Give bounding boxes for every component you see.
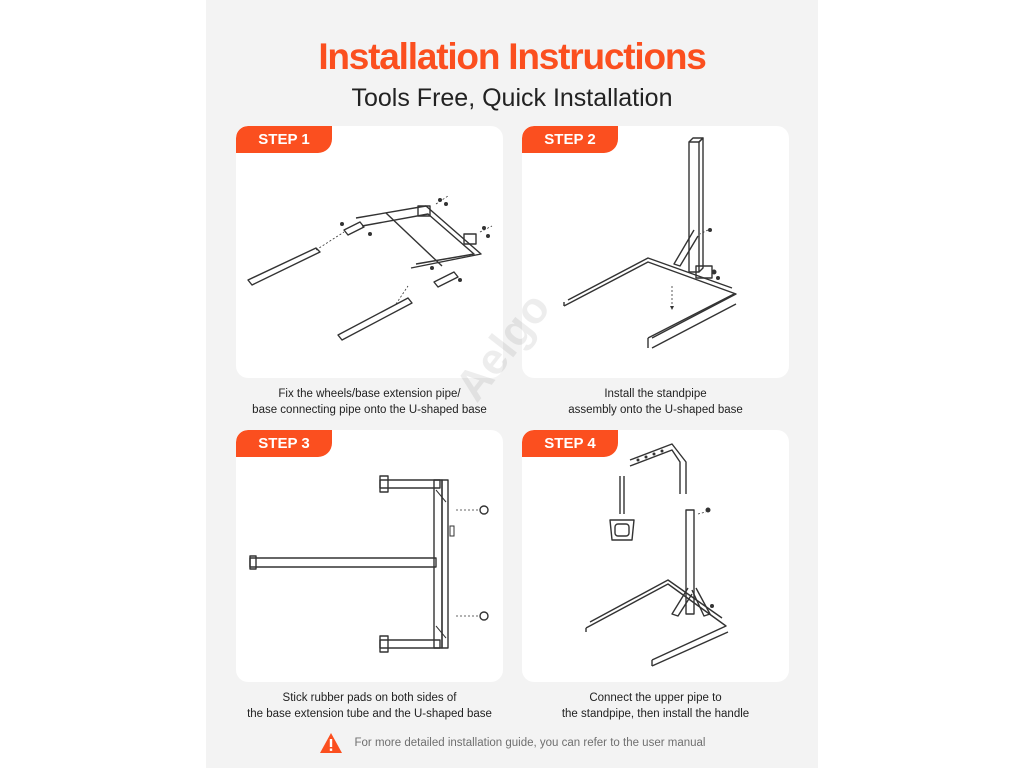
step-4-illustration [522, 430, 789, 682]
step-3-caption [236, 690, 503, 722]
step-4-caption-line-1: Connect the upper pipe to [589, 692, 722, 704]
step-3-caption-line-2: the base extension tube and the U-shaped base [247, 708, 492, 720]
step-2-caption [522, 386, 789, 418]
footer-note-text: For more detailed installation guide, you can refer to the user manual [354, 737, 706, 749]
step-1-card [236, 126, 503, 378]
step-3-caption-line-1: Stick rubber pads on both sides of [282, 692, 457, 704]
step-4-badge: STEP 4 [522, 430, 618, 457]
step-2-illustration [522, 126, 789, 378]
step-4-caption [522, 690, 789, 722]
step-4-card [522, 430, 789, 682]
step-1-badge: STEP 1 [236, 126, 332, 153]
step-1-caption [236, 386, 503, 418]
step-3-illustration [236, 430, 503, 682]
footer-note [206, 732, 818, 754]
step-4-caption-line-2: the standpipe, then install the handle [561, 708, 750, 720]
warning-icon [319, 732, 343, 754]
instruction-sheet [206, 0, 818, 768]
step-2-caption-line-2: assembly onto the U-shaped base [568, 404, 743, 416]
step-1-caption-line-1: Fix the wheels/base extension pipe/ [278, 388, 461, 400]
step-2-badge: STEP 2 [522, 126, 618, 153]
step-2-caption-line-1: Install the standpipe [604, 388, 707, 400]
step-1-caption-line-2: base connecting pipe onto the U-shaped base [252, 404, 487, 416]
step-3-card [236, 430, 503, 682]
step-2-card [522, 126, 789, 378]
page-title: Installation Instructions [318, 36, 706, 77]
step-1-illustration [236, 126, 503, 378]
step-3-badge: STEP 3 [236, 430, 332, 457]
page-subtitle: Tools Free, Quick Installation [351, 84, 673, 112]
